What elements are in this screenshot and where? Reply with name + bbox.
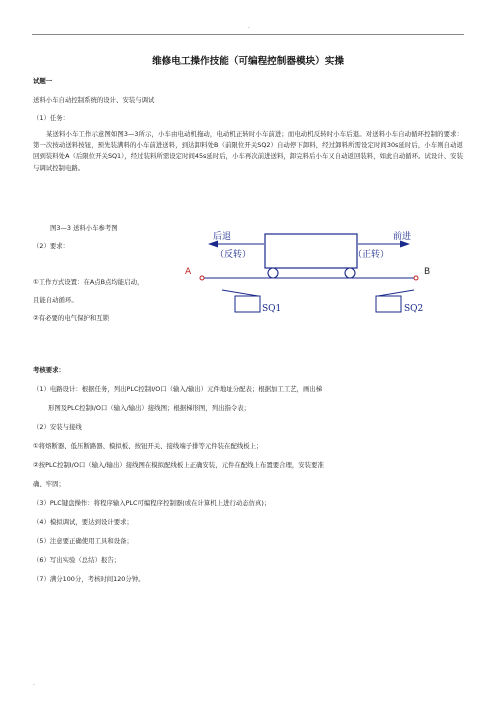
assessment-item: ①将熔断器、低压断路器、模拟板、按钮开关、接线端子排等元件装在配线板上； bbox=[33, 442, 263, 450]
requirement-1: ①工作方式设置：在A点B点均能启动， bbox=[33, 278, 144, 286]
assessment-item: （1）电路设计：根据任务，列出PLC控制I/O口（输入/输出）元件地址分配表；根据加工工艺，画出梯 bbox=[33, 385, 323, 393]
sq2-label: SQ2 bbox=[404, 304, 424, 314]
label-positive: （正转） bbox=[353, 250, 390, 260]
header-rule bbox=[32, 34, 464, 35]
requirements-heading: （2）要求： bbox=[33, 242, 70, 250]
sq2-lever bbox=[378, 290, 414, 296]
footer-dot: . bbox=[33, 680, 35, 687]
point-b-marker bbox=[414, 276, 418, 280]
assessment-item: （3）PLC键盘操作：将程序输入PLC可编程序控制器(或在计算机上进行动态仿真)； bbox=[33, 499, 271, 507]
point-a-label: A bbox=[185, 267, 192, 277]
assessment-item: ②按PLC控制I/O口（输入/输出）接线图在模拟配线板上正确安装，元件在配线上布置要合理，安装要准 bbox=[33, 461, 324, 469]
cart-diagram bbox=[178, 222, 440, 322]
section-heading: 试题一 bbox=[33, 77, 53, 85]
label-forward: 前进 bbox=[393, 232, 412, 242]
assessment-item: （5）注意要正确使用工具和设备； bbox=[33, 537, 133, 545]
assessment-item: （2）安装与接线 bbox=[33, 423, 82, 431]
assessment-item: （7）满分100分，考核时间120分钟。 bbox=[33, 575, 145, 583]
cart-wheel-left bbox=[268, 268, 278, 278]
sq2-box bbox=[376, 296, 401, 312]
task-paragraph: 某送料小车工作示意图如图3—3所示，小车由电动机拖动，电动机正转时小车前进；而电动机反转时小车后退。对送料小车自动循环控制的要求：第一次按动送料按钮，预先装满料的小车前进送料，到达卸料处B（前限位开关SQ2）自动停下卸料，经过卸料所需设定时间30s延时后，小车则自动返回到装料处A（后限位开关SQ1），经过装料所需设定时间45s延时后，小车再次前进送料，卸完料后小车又自动返回装料，如此自动循环。试设计、安装与调试控制电路。 bbox=[33, 130, 463, 172]
page-title: 维修电工操作技能（可编程控制器模块）实操 bbox=[152, 56, 344, 67]
assessment-item: 形图及PLC控制I/O口（输入/输出）接线图；根据梯形图，列出指令表； bbox=[48, 404, 251, 412]
assessment-item: （4）模拟调试，要达到设计要求； bbox=[33, 518, 133, 526]
cart-wheel-right bbox=[345, 268, 355, 278]
figure-caption: 图3—3 送料小车参考图 bbox=[50, 224, 118, 232]
task-heading: （1）任务： bbox=[33, 114, 70, 122]
requirement-1-continued: 且能自动循环。 bbox=[33, 296, 78, 304]
label-back: 后退 bbox=[213, 232, 232, 242]
assessment-item: （6）写出实验（总结）报告； bbox=[33, 556, 121, 564]
point-a-marker bbox=[200, 276, 204, 280]
assessment-heading: 考核要求： bbox=[33, 366, 65, 374]
sq1-box bbox=[235, 296, 260, 312]
sq1-lever bbox=[222, 290, 258, 296]
header-dot: . bbox=[248, 23, 250, 30]
sq1-label: SQ1 bbox=[262, 304, 282, 314]
requirement-2: ②有必要的电气保护和互锁 bbox=[33, 314, 110, 322]
point-b-label: B bbox=[424, 267, 431, 277]
assessment-item: 确、牢固； bbox=[33, 480, 65, 488]
subtitle: 送料小车自动控制系统的设计、安装与调试 bbox=[33, 96, 155, 104]
cart-body bbox=[265, 234, 357, 268]
label-reverse: （反转） bbox=[215, 250, 252, 260]
